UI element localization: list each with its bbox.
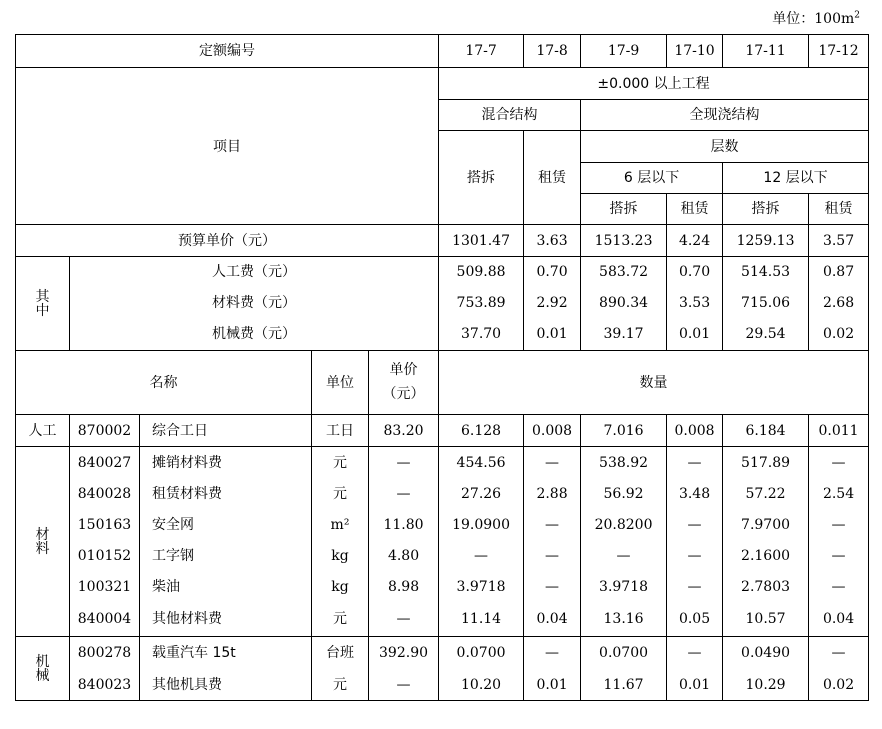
quota-code: 17-10 (667, 35, 723, 68)
material-row (16, 479, 869, 510)
resource-qty: 56.92 (581, 479, 667, 510)
mixed-structure-header: 混合结构 (439, 100, 581, 131)
among-item-label: 机械费（元） (70, 319, 439, 351)
budget-value: 1259.13 (723, 225, 809, 257)
resource-unit: kg (312, 541, 369, 572)
material-group-label: 材 料 (16, 447, 70, 637)
among-item-label: 材料费（元） (70, 288, 439, 319)
resource-qty: — (667, 637, 723, 670)
resource-unit: 元 (312, 447, 369, 479)
resource-qty: 454.56 (439, 447, 524, 479)
among-value: 0.87 (809, 257, 869, 288)
twelve-floors-header: 12 层以下 (723, 163, 869, 194)
among-row (16, 257, 869, 288)
resource-qty: 0.0700 (581, 637, 667, 670)
resource-qty: 538.92 (581, 447, 667, 479)
among-value: 0.02 (809, 319, 869, 351)
budget-value: 3.63 (524, 225, 581, 257)
among-value: 0.70 (667, 257, 723, 288)
resource-qty: 0.011 (809, 415, 869, 447)
resource-qty: 3.48 (667, 479, 723, 510)
six-floors-header: 6 层以下 (581, 163, 723, 194)
cast-structure-header: 全现浇结构 (581, 100, 869, 131)
resource-qty: — (524, 572, 581, 603)
resource-price: — (369, 447, 439, 479)
resource-unit: 工日 (312, 415, 369, 447)
resource-qty: 0.0700 (439, 637, 524, 670)
among-value: 715.06 (723, 288, 809, 319)
resource-code: 150163 (70, 510, 140, 541)
quota-code: 17-8 (524, 35, 581, 68)
resource-qty: 7.016 (581, 415, 667, 447)
floors-header: 层数 (581, 131, 869, 163)
labor-row (16, 415, 869, 447)
resource-qty: 27.26 (439, 479, 524, 510)
budget-value: 1301.47 (439, 225, 524, 257)
resource-qty: 0.008 (667, 415, 723, 447)
lease-header: 租赁 (809, 194, 869, 225)
quota-code-row (16, 35, 869, 68)
resource-price: 392.90 (369, 637, 439, 670)
among-value: 3.53 (667, 288, 723, 319)
resource-qty: 19.0900 (439, 510, 524, 541)
resource-code: 100321 (70, 572, 140, 603)
dismantle-header: 搭拆 (581, 194, 667, 225)
machinery-row (16, 670, 869, 701)
material-row (16, 603, 869, 637)
resource-price: 4.80 (369, 541, 439, 572)
resource-header-row (16, 351, 869, 415)
resource-name: 载重汽车 15t (140, 637, 312, 670)
unit-note: 单位：$100m^2$ (772, 10, 860, 27)
resource-qty: 2.54 (809, 479, 869, 510)
resource-qty: 20.8200 (581, 510, 667, 541)
resource-qty: 0.05 (667, 603, 723, 637)
resource-qty: 0.01 (524, 670, 581, 701)
project-label: 项目 (16, 68, 439, 225)
resource-qty: — (524, 637, 581, 670)
among-value: 37.70 (439, 319, 524, 351)
quota-code: 17-9 (581, 35, 667, 68)
dismantle-header: 搭拆 (439, 131, 524, 225)
material-row (16, 541, 869, 572)
resource-qty: — (524, 541, 581, 572)
among-value: 583.72 (581, 257, 667, 288)
resource-name: 安全网 (140, 510, 312, 541)
budget-value: 4.24 (667, 225, 723, 257)
resource-qty: — (581, 541, 667, 572)
resource-qty: — (667, 572, 723, 603)
machinery-row (16, 637, 869, 670)
among-value: 753.89 (439, 288, 524, 319)
resource-qty: 2.7803 (723, 572, 809, 603)
resource-qty: 11.67 (581, 670, 667, 701)
resource-qty: 0.0490 (723, 637, 809, 670)
dismantle-header: 搭拆 (723, 194, 809, 225)
resource-name: 综合工日 (140, 415, 312, 447)
material-row (16, 510, 869, 541)
among-value: 39.17 (581, 319, 667, 351)
resource-code: 840004 (70, 603, 140, 637)
resource-qty: — (667, 510, 723, 541)
resource-qty: 517.89 (723, 447, 809, 479)
budget-label: 预算单价（元） (16, 225, 439, 257)
resource-qty: 0.02 (809, 670, 869, 701)
resource-qty: 13.16 (581, 603, 667, 637)
resource-code: 870002 (70, 415, 140, 447)
resource-name: 工字钢 (140, 541, 312, 572)
resource-qty: 10.29 (723, 670, 809, 701)
among-value: 0.70 (524, 257, 581, 288)
resource-qty: — (809, 572, 869, 603)
resource-qty: — (439, 541, 524, 572)
quota-code: 17-12 (809, 35, 869, 68)
resource-qty: 6.128 (439, 415, 524, 447)
resource-price: 11.80 (369, 510, 439, 541)
resource-qty: 11.14 (439, 603, 524, 637)
resource-price: 8.98 (369, 572, 439, 603)
quota-code: 17-7 (439, 35, 524, 68)
resource-code: 010152 (70, 541, 140, 572)
among-value: 514.53 (723, 257, 809, 288)
lease-header: 租赁 (524, 131, 581, 225)
name-header: 名称 (16, 351, 312, 415)
resource-unit: m² (312, 510, 369, 541)
resource-qty: 0.01 (667, 670, 723, 701)
resource-qty: — (809, 447, 869, 479)
resource-code: 840028 (70, 479, 140, 510)
unit-header: 单位 (312, 351, 369, 415)
among-value: 509.88 (439, 257, 524, 288)
resource-name: 柴油 (140, 572, 312, 603)
resource-qty: 57.22 (723, 479, 809, 510)
resource-qty: 0.008 (524, 415, 581, 447)
among-label: 其 中 (16, 257, 70, 351)
among-value: 2.68 (809, 288, 869, 319)
resource-qty: 2.88 (524, 479, 581, 510)
budget-value: 1513.23 (581, 225, 667, 257)
resource-unit: 元 (312, 603, 369, 637)
among-value: 890.34 (581, 288, 667, 319)
budget-row (16, 225, 869, 257)
resource-price: — (369, 670, 439, 701)
resource-qty: — (809, 541, 869, 572)
among-value: 2.92 (524, 288, 581, 319)
resource-qty: 0.04 (524, 603, 581, 637)
resource-qty: 0.04 (809, 603, 869, 637)
budget-value: 3.57 (809, 225, 869, 257)
resource-code: 840023 (70, 670, 140, 701)
resource-qty: — (524, 510, 581, 541)
among-row (16, 319, 869, 351)
resource-name: 租赁材料费 (140, 479, 312, 510)
among-value: 0.01 (667, 319, 723, 351)
among-value: 29.54 (723, 319, 809, 351)
quota-table (15, 34, 869, 701)
resource-name: 其他机具费 (140, 670, 312, 701)
quota-code-label: 定额编号 (16, 35, 439, 68)
above-zero-header: ±0.000 以上工程 (439, 68, 869, 100)
resource-qty: 6.184 (723, 415, 809, 447)
resource-qty: 10.20 (439, 670, 524, 701)
among-item-label: 人工费（元） (70, 257, 439, 288)
labor-group-label: 人工 (16, 415, 70, 447)
resource-unit: kg (312, 572, 369, 603)
resource-qty: — (667, 541, 723, 572)
resource-qty: 7.9700 (723, 510, 809, 541)
resource-qty: — (809, 637, 869, 670)
resource-name: 摊销材料费 (140, 447, 312, 479)
quantity-header: 数量 (439, 351, 869, 415)
resource-code: 800278 (70, 637, 140, 670)
lease-header: 租赁 (667, 194, 723, 225)
resource-price: — (369, 603, 439, 637)
resource-price: 83.20 (369, 415, 439, 447)
resource-code: 840027 (70, 447, 140, 479)
resource-unit: 台班 (312, 637, 369, 670)
price-header: 单价 （元） (369, 351, 439, 415)
among-row (16, 288, 869, 319)
resource-unit: 元 (312, 479, 369, 510)
resource-unit: 元 (312, 670, 369, 701)
resource-qty: 10.57 (723, 603, 809, 637)
resource-qty: — (524, 447, 581, 479)
resource-name: 其他材料费 (140, 603, 312, 637)
resource-qty: 3.9718 (581, 572, 667, 603)
resource-qty: — (809, 510, 869, 541)
material-row (16, 447, 869, 479)
resource-price: — (369, 479, 439, 510)
resource-qty: 2.1600 (723, 541, 809, 572)
resource-qty: — (667, 447, 723, 479)
resource-qty: 3.9718 (439, 572, 524, 603)
material-row (16, 572, 869, 603)
quota-code: 17-11 (723, 35, 809, 68)
machinery-group-label: 机 械 (16, 637, 70, 701)
among-value: 0.01 (524, 319, 581, 351)
